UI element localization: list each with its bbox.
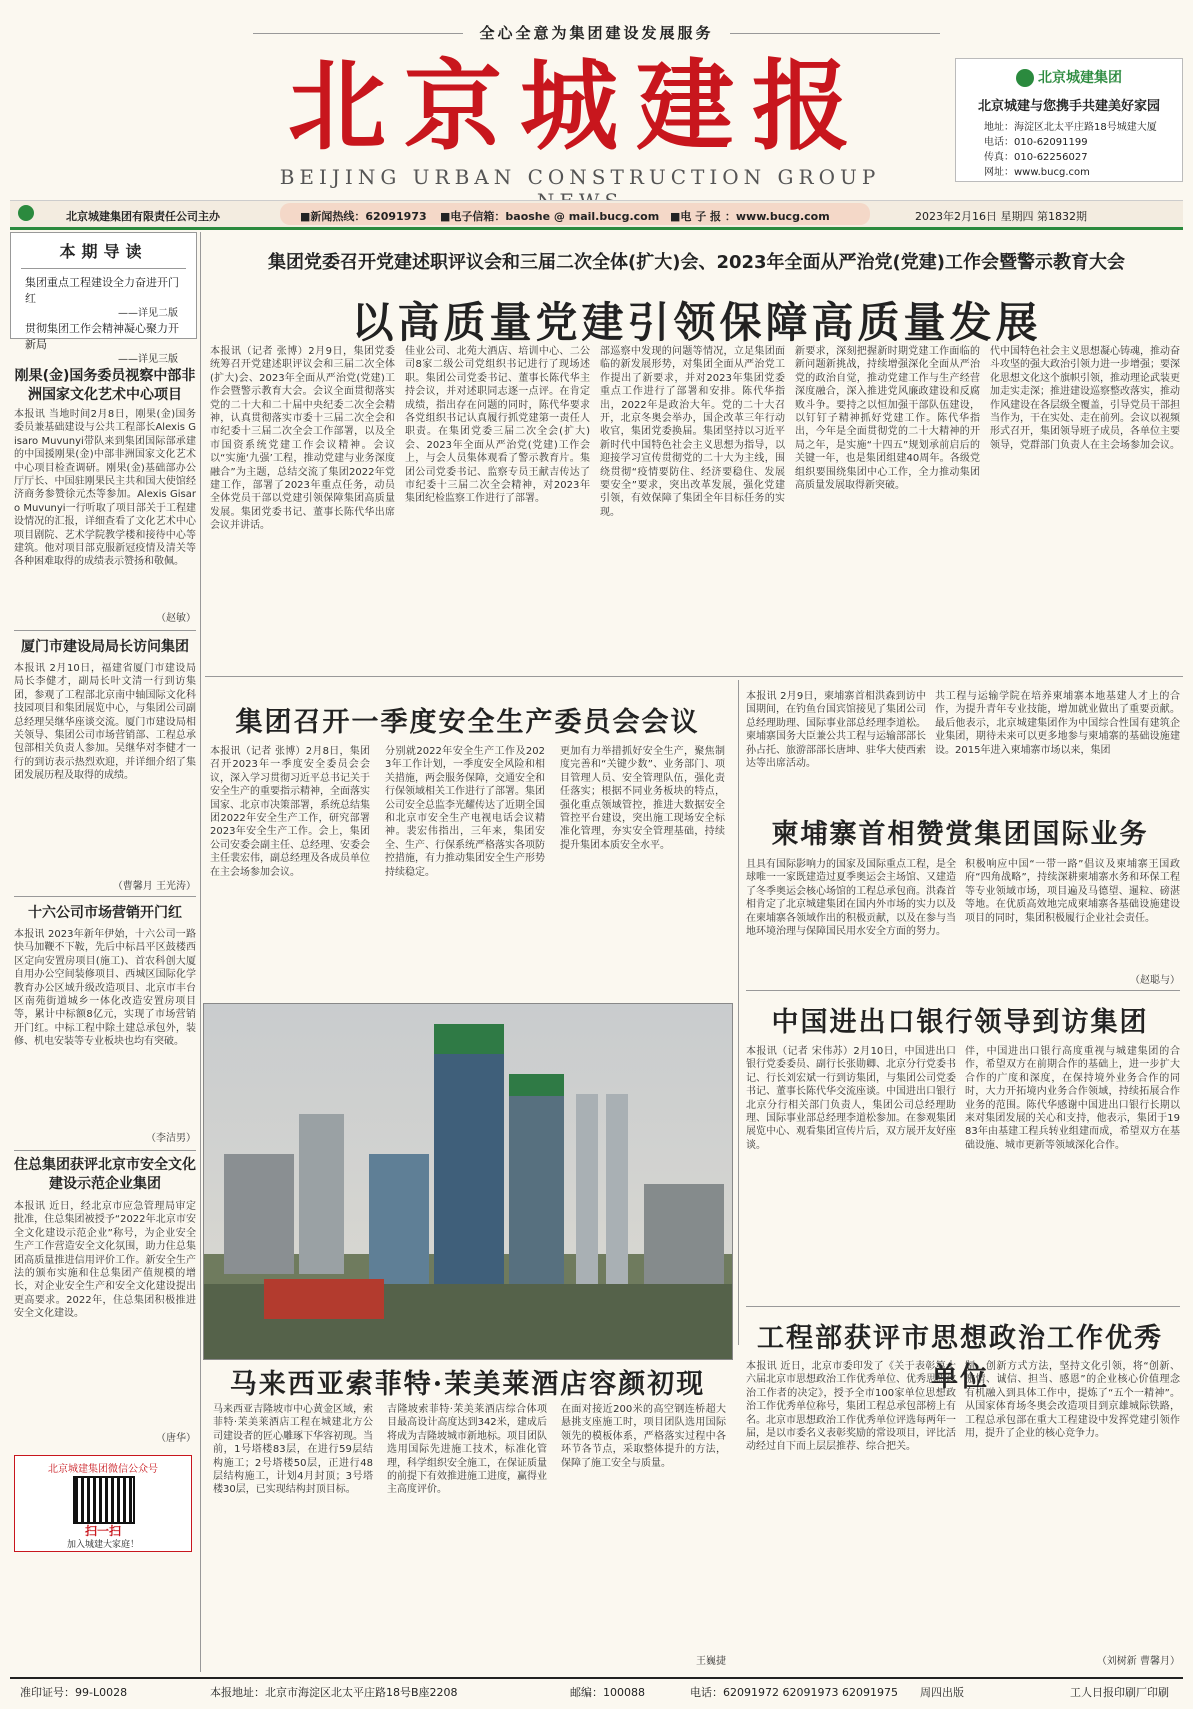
masthead-slogan: 全心全意为集团建设发展服务	[0, 22, 1193, 43]
politics-title: 工程部获评市思想政治工作优秀单位	[757, 1323, 1163, 1393]
article-body: 本报讯 当地时间2月8日，刚果(金)国务委员兼基础建设与公共工程部长Alexis Gisaro Muvunyi带队来到集团国际部承建的中国援刚果(金)中部非洲国家文化艺术中心项目检查调研。刚果(金)基础部办公厅厅长、中国驻刚果民主共和国大使馆经济商务参赞徐元杰等参加。Alexis Gisaro Muvunyi一行听取了项目部关于工程建设情况的汇报，详细查看了文化艺术中心项目剧院、艺术学院教学楼和接待中心等建筑。他对项目部克服新冠疫情及清关等各种困难取得的成绩表示赞扬和敬佩。	[14, 409, 196, 568]
guide-page: ——详见二版	[118, 308, 178, 319]
dongpu-column: 积极响应中国“一带一路”倡议及柬埔寨王国政府“四角战略”，持续深耕柬埔寨水务和环保工程等专业领域市场，项目遍及马德望、暹粒、磅湛等地。在优质高效地完成柬埔寨各基础设施建设项目的同时，集团积极履行企业社会责任。	[965, 859, 1180, 924]
office-address: 本报地址：北京市海淀区北太平庄路18号B座2208	[210, 1686, 458, 1699]
lead-column: 代中国特色社会主义思想凝心铸魂，推动奋斗攻坚的强大政治引领力进一步增强；要深化思想文化这个旗帜引领，推动理论武装更加走实走深；推进建设巡察整改落实，推动作风建设在各层级全覆盖，引导党员干部担当作为，干在实处、走在前列。会议以视频形式召开，集团领导班子成员，各单位主要领导，党群部门负责人在主会场参加会议。	[990, 346, 1180, 451]
article-divider	[14, 630, 196, 631]
qr-subtitle: 加入城建大家庭！	[66, 1540, 139, 1550]
lead-kicker: 集团党委召开党建述职评议会和三届二次全体(扩大)会、2023年全面从严治党(党建)工作会暨警示教育大会	[268, 252, 1125, 273]
lead-column: 本报讯（记者 张博）2月9日，集团党委统筹召开党建述职评议会和三届二次全体(扩大)会、2023年全面从严治党(党建)工作会暨警示教育大会。会议全面贯彻落实党的二十大和二十届中央纪委二次全会精神，认真贯彻落实市委十三届二次全会和市纪委十三届二次全会工作部署，以及全市国资系统党建工作会议精神。会议以“实施‘九强’工程，推动党建与业务深度融合”为主题，总结交流了集团2022年党建工作，部署了2023年重点任务，动员全体党员干部以党建引领保障集团高质量发展。集团党委书记、董事长陈代华出席会议并讲话。	[210, 346, 395, 532]
group-slogan: 北京城建与您携手共建美好家园	[977, 99, 1160, 114]
hotel-column: 在面对接近200米的高空钢连桥超大悬挑支座施工时，项目团队选用国际领先的模板体系，严格落实过程中各环节各节点，采取整体提升的方法，保障了施工安全与质量。	[561, 1404, 726, 1469]
group-website[interactable]: 网址：www.bucg.com	[984, 167, 1090, 178]
guide-page: ——详见三版	[118, 354, 178, 365]
hotel-column: 吉隆坡索菲特·茉美莱酒店综合体项目最高设计高度达到342米，建成后将成为吉隆坡城市新地标。项目团队选用国际先进施工技术，标准化管理，科学组织安全施工，在保证质量的前提下有效推进施工进度，赢得业主高度评价。	[387, 1404, 547, 1496]
politics-column: 制、创新方式方法，坚持文化引领，将“创新、激情、诚信、担当、感恩”的企业核心价值理念有机融入到具体工作中，提炼了“五个一精神”。从国家体育场冬奥会改造项目到京雄城际铁路，工程总承包部在重大工程建设中发挥党建引领作用，提升了企业的核心竞争力。	[965, 1361, 1180, 1440]
safety-column: 分别就2022年安全生产工作及2023年工作计划，一季度安全风险和相关措施，两会服务保障，交通安全和行保领域相关工作进行了部署。集团公司安全总监李光耀传达了近期全国和北京市安全生产电视电话会议精神。裴宏伟指出，三年来，集团安全、生产、行保系统严格落实各项防控措施，有力推动集团安全生产形势持续稳定。	[385, 746, 545, 878]
article-credit: （赵敏）	[156, 613, 196, 624]
politics-credit: （刘树新 曹馨月）	[1096, 1656, 1180, 1667]
epaper-link[interactable]: ■电 子 报 ：www.bucg.com	[670, 210, 830, 223]
masthead-english-title: BEIJING URBAN CONSTRUCTION GROUP	[279, 165, 881, 189]
group-logo-text: 北京城建集团	[1038, 70, 1122, 86]
section-divider	[746, 1306, 1180, 1307]
footer	[10, 1677, 1183, 1701]
section-divider	[746, 990, 1180, 991]
printer: 工人日报印刷厂印刷	[1070, 1686, 1169, 1699]
article-divider	[14, 896, 196, 897]
group-emblem-icon	[18, 205, 34, 221]
guide-item[interactable]: 集团重点工程建设全力奋进开门红	[25, 276, 179, 305]
group-logo-icon	[1016, 69, 1034, 87]
qr-title: 北京城建集团微信公众号	[48, 1464, 158, 1475]
group-phone: 电话：010-62091199	[984, 137, 1088, 148]
publish-schedule: 周四出版	[920, 1686, 964, 1699]
group-info-box	[955, 58, 1183, 182]
lead-column: 新要求，深刻把握新时期党建工作面临的新问题新挑战，持续增强深化全面从严治党的政治自觉，推动党建工作与生产经营深度融合，深入推进党风廉政建设和反腐败斗争。要持之以恒加强干部队伍建设，以钉钉子精神抓好党建工作。陈代华指出，今年是全面贯彻党的二十大精神的开局之年，是实施“十四五”规划承前启后的关键一年，也是集团组建40周年。各级党组织要围绕集团中心工作，全力推动集团高质量发展取得新突破。	[795, 346, 980, 492]
safety-title: 集团召开一季度安全生产委员会会议	[235, 707, 700, 738]
article-body: 本报讯 2月10日，福建省厦门市建设局局长李健才，副局长叶文清一行到访集团，参观了工程部北京南中轴国际文化科技园项目和集团展览中心，与集团公司副总经理吴继华座谈交流。厦门市建设局相关领导、集团公司市场营销部、工程总承包部相关负责人参加。吴继华对李健才一行的到访表示热烈欢迎，并详细介绍了集团发展历程及取得的成绩。	[14, 663, 196, 782]
footer-phone: 电话：62091972 62091973 62091975	[690, 1686, 898, 1699]
lead-headline: 以高质量党建引领保障高质量发展	[351, 298, 1042, 347]
article-credit: （唐华）	[156, 1433, 196, 1444]
safety-column: 本报讯（记者 张博）2月8日，集团召开2023年一季度安全委员会会议，深入学习贯彻习近平总书记关于安全生产的重要指示精神，全面落实国家、北京市决策部署，系统总结集团2022年安全生产工作，研究部署2023年安全生产工作。会上，集团公司安委会副主任、总经理、安委会主任裴宏伟，副总经理及各成员单位在主会场参加会议。	[210, 746, 370, 878]
column-divider	[738, 680, 739, 1345]
exim-title: 中国进出口银行领导到访集团	[771, 1007, 1149, 1038]
dongpu-column: 且具有国际影响力的国家及国际重点工程，是全球唯一一家既建造过夏季奥运会主场馆、又建造了冬季奥运会核心场馆的工程总承包商。洪森首相肯定了北京城建集团在国内外市场的实力以及在柬埔寨各领域作出的积极贡献，以及在参与当地环境治理与保障国民用水安全方面的努力。	[746, 859, 956, 938]
article-title: 刚果(金)国务委员视察中部非洲国家文化艺术中心项目	[14, 368, 196, 403]
group-fax: 传真：010-62256027	[984, 152, 1088, 163]
lead-column: 部巡察中发现的问题等情况，立足集团面临的新发展形势，对集团全面从严治党工作提出了新要求，并对2023年集团党委重点工作进行了部署和安排。陈代华指出，2022年是政治大年。党的二十大召开，北京冬奥会举办，国企改革三年行动收官，集团党委换届。集团坚持以习近平新时代中国特色社会主义思想为指导，以迎接学习宣传贯彻党的二十大为主线，围绕贯彻“疫情要防住、经济要稳住、发展要安全”要求，突出改革发展，强化党建引领，有效保障了集团全年目标任务的实现。	[600, 346, 785, 518]
article-title: 住总集团获评北京市安全文化建设示范企业集团	[14, 1157, 196, 1192]
group-address: 地址：海淀区北太平庄路18号城建大厦	[984, 122, 1157, 133]
dongpu-title: 柬埔寨首相赞赏集团国际业务	[771, 819, 1149, 850]
wechat-qr-box[interactable]	[14, 1455, 192, 1552]
guide-item[interactable]: 贯彻集团工作会精神凝心聚力开新局	[25, 322, 179, 351]
hotel-title: 马来西亚索菲特·茉美莱酒店容颜初现	[229, 1369, 706, 1400]
hotel-column: 马来西亚吉隆坡市中心黄金区域，索菲特·茉美莱酒店工程在城建北方公司建设者的匠心雕琢下华容初现。当前，1号塔楼83层，在进行59层结构施工；2号塔楼50层，正进行48层结构施工，计划4月封顶；3号塔楼30层，已实现结构封顶目标。	[213, 1404, 373, 1496]
section-divider	[205, 676, 1183, 677]
dongpu-credit: （赵聪与）	[1130, 975, 1180, 986]
article-body: 本报讯 2023年新年伊始，十六公司一路快马加鞭不下鞍，先后中标昌平区鼓楼西区定向安置房项目(施工)、首农科创大厦自用办公空间装修项目、西城区国际化学教育办公区域升级改造项目、北京市丰台区南苑街道城乡一体化改造安置房项目等，累计中标额8亿元，实现了市场营销开门红。中标工程中除土建总承包外，装修、机电安装等专业板块也均有突破。	[14, 929, 196, 1048]
article-body: 本报讯 近日，经北京市应急管理局审定批准，住总集团被授予“2022年北京市安全文化建设示范企业”称号，为企业安全生产工作营造安全文化氛围，助力住总集团高质量推进信用评价工作。新安全生产法的颁布实施和住总集团产值规模的增长，对企业安全生产和安全文化建设提出更高要求。2022年，住总集团积极推进安全文化建设。	[14, 1201, 196, 1320]
article-divider	[14, 1150, 196, 1151]
qr-code-icon	[73, 1476, 135, 1524]
hotel-credit: 王巍捷	[696, 1656, 726, 1667]
issue-date: 2023年2月16日 星期四 第1832期	[915, 210, 1087, 223]
info-bar	[10, 200, 1183, 230]
safety-column: 更加有力举措抓好安全生产，聚焦制度完善和“关键少数”、业务部门、项目管理人员、安全管理队伍，强化责任落实；根据不同业务板块的特点，强化重点领域管控，推进大数据安全管控平台建设，突出施工现场安全标准化管理，夯实安全管理基础，持续提升集团本质安全水平。	[560, 746, 725, 851]
news-hotline: ■新闻热线：62091973	[300, 210, 427, 223]
exim-column: 伴，中国进出口银行高度重视与城建集团的合作，希望双方在前期合作的基础上，进一步扩大合作的广度和深度，在保持境外业务合作的同时，大力开拓境内业务合作领域，持续拓展合作业务的范围。陈代华感谢中国进出口银行长期以来对集团发展的关心和支持，他表示，集团于1983年由基建工程兵转业组建而成，希望双方在基础设施、城市更新等领域深化合作。	[965, 1046, 1180, 1151]
dongpu-intro: 本报讯 2月9日，柬埔寨首相洪森到访中国期间，在钓鱼台国宾馆接见了集团公司总经理助理、国际事业部总经理李道松。柬埔寨国务大臣兼公共工程与运输部部长孙占托、旅游部部长唐坤、驻华大使西索达等出席活动。	[746, 691, 926, 770]
exim-column: 本报讯（记者 宋伟苏）2月10日，中国进出口银行党委委员、副行长张勋卿、北京分行党委书记、行长刘宏斌一行到访集团，与集团公司党委书记、董事长陈代华交流座谈。中国进出口银行北京分行相关部门负责人，集团公司总经理助理、国际事业部总经理李道松参加。在参观集团展览中心、观看集团宣传片后，双方展开友好座谈。	[746, 1046, 956, 1151]
dongpu-column: 共工程与运输学院在培养柬埔寨本地基建人才上的合作，为提升青年专业技能，增加就业做出了重要贡献。最后他表示，北京城建集团作为中国综合性国有建筑企业集团，期待未来可以更多地参与柬埔寨的基础设施建设。2015年进入柬埔寨市场以来，集团	[935, 691, 1180, 756]
article-credit: （曹馨月 王光涛）	[112, 881, 196, 892]
sponsor: 北京城建集团有限责任公司主办	[66, 210, 220, 223]
postcode: 邮编：100088	[570, 1686, 645, 1699]
email[interactable]: ■电子信箱：baoshe @ mail.bucg.com	[440, 210, 660, 223]
kuala-lumpur-skyline-image	[204, 1004, 732, 1359]
guide-title: 本期导读	[59, 242, 148, 261]
article-title: 厦门市建设局局长访问集团	[21, 639, 189, 655]
politics-column: 本报讯 近日，北京市委印发了《关于表彰第十六届北京市思想政治工作优秀单位、优秀思想政治工作者的决定》，授予全市100家单位思想政治工作优秀单位称号，集团工程总承包部榜上有名。北京市思想政治工作优秀单位评选每两年一届，是以市委名义表彰奖励的常设项目，评比活动经过自下而上层层推荐、综合把关。	[746, 1361, 956, 1453]
article-title: 十六公司市场营销开门红	[28, 905, 182, 921]
issue-guide	[10, 232, 197, 365]
license-number: 准印证号：99-L0028	[20, 1686, 128, 1699]
qr-scan-label: 扫一扫	[84, 1524, 121, 1538]
construction-photo	[203, 1003, 733, 1360]
masthead-title: 北京城建报	[287, 49, 868, 164]
article-credit: （李洁男）	[146, 1133, 196, 1144]
lead-column: 佳业公司、北苑大酒店、培训中心、二公司8家二级公司党组织书记进行了现场述职。集团公司党委书记、董事长陈代华主持会议，并对述职同志逐一点评。在肯定成绩，指出存在问题的同时，陈代华要求各党组织书记认真履行抓党建第一责任人职责。在集团党委三届二次全会(扩大)会、2023年全面从严治党(党建)工作会上，与会人员集体观看了警示教育片。集团公司党委书记、监察专员王献吉传达了市纪委十三届二次全会精神，对2023年集团纪检监察工作进行了部署。	[405, 346, 590, 505]
column-divider	[200, 232, 201, 1672]
